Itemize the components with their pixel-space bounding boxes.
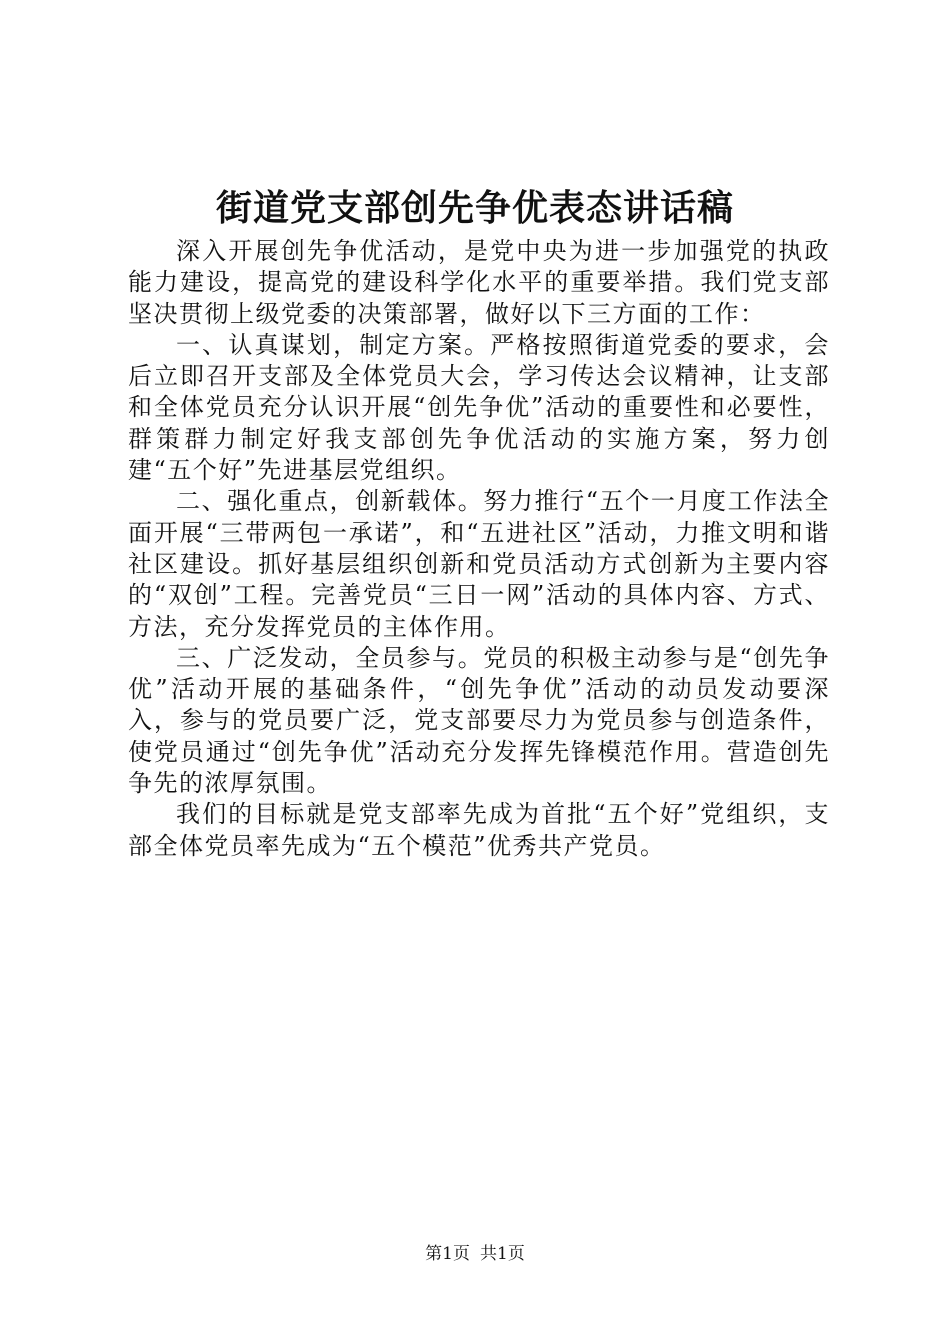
paragraph-point-one: 一、认真谋划，制定方案。严格按照街道党委的要求，会后立即召开支部及全体党员大会，学习传达会议精神，让支部和全体党员充分认识开展“创先争优”活动的重要性和必要性，群策群力制定好我支部创先争优活动的实施方案，努力创建“五个好”先进基层党组织。	[128, 330, 830, 485]
page-footer	[0, 1242, 950, 1266]
paragraph-point-three: 三、广泛发动，全员参与。党员的积极主动参与是“创先争优”活动开展的基础条件，“创先争优”活动的动员发动要深入，参与的党员要广泛，党支部要尽力为党员参与创造条件，使党员通过“创先争优”活动充分发挥先锋模范作用。营造创先争先的浓厚氛围。	[128, 643, 830, 798]
document-title: 街道党支部创先争优表态讲话稿	[215, 187, 734, 229]
document-body	[128, 236, 830, 862]
page-total: 共1页	[480, 1244, 525, 1264]
paragraph-point-two: 二、强化重点，创新载体。努力推行“五个一月度工作法全面开展“三带两包一承诺”，和“五进社区”活动，力推文明和谐社区建设。抓好基层组织创新和党员活动方式创新为主要内容的“双创”工程。完善党员“三日一网”活动的具体内容、方式、方法，充分发挥党员的主体作用。	[128, 487, 830, 641]
page-number: 第1页	[425, 1244, 470, 1264]
paragraph-intro: 深入开展创先争优活动，是党中央为进一步加强党的执政能力建设，提高党的建设科学化水平的重要举措。我们党支部坚决贯彻上级党委的决策部署，做好以下三方面的工作：	[128, 237, 830, 328]
paragraph-goal: 我们的目标就是党支部率先成为首批“五个好”党组织，支部全体党员率先成为“五个模范”优秀共产党员。	[128, 800, 830, 860]
